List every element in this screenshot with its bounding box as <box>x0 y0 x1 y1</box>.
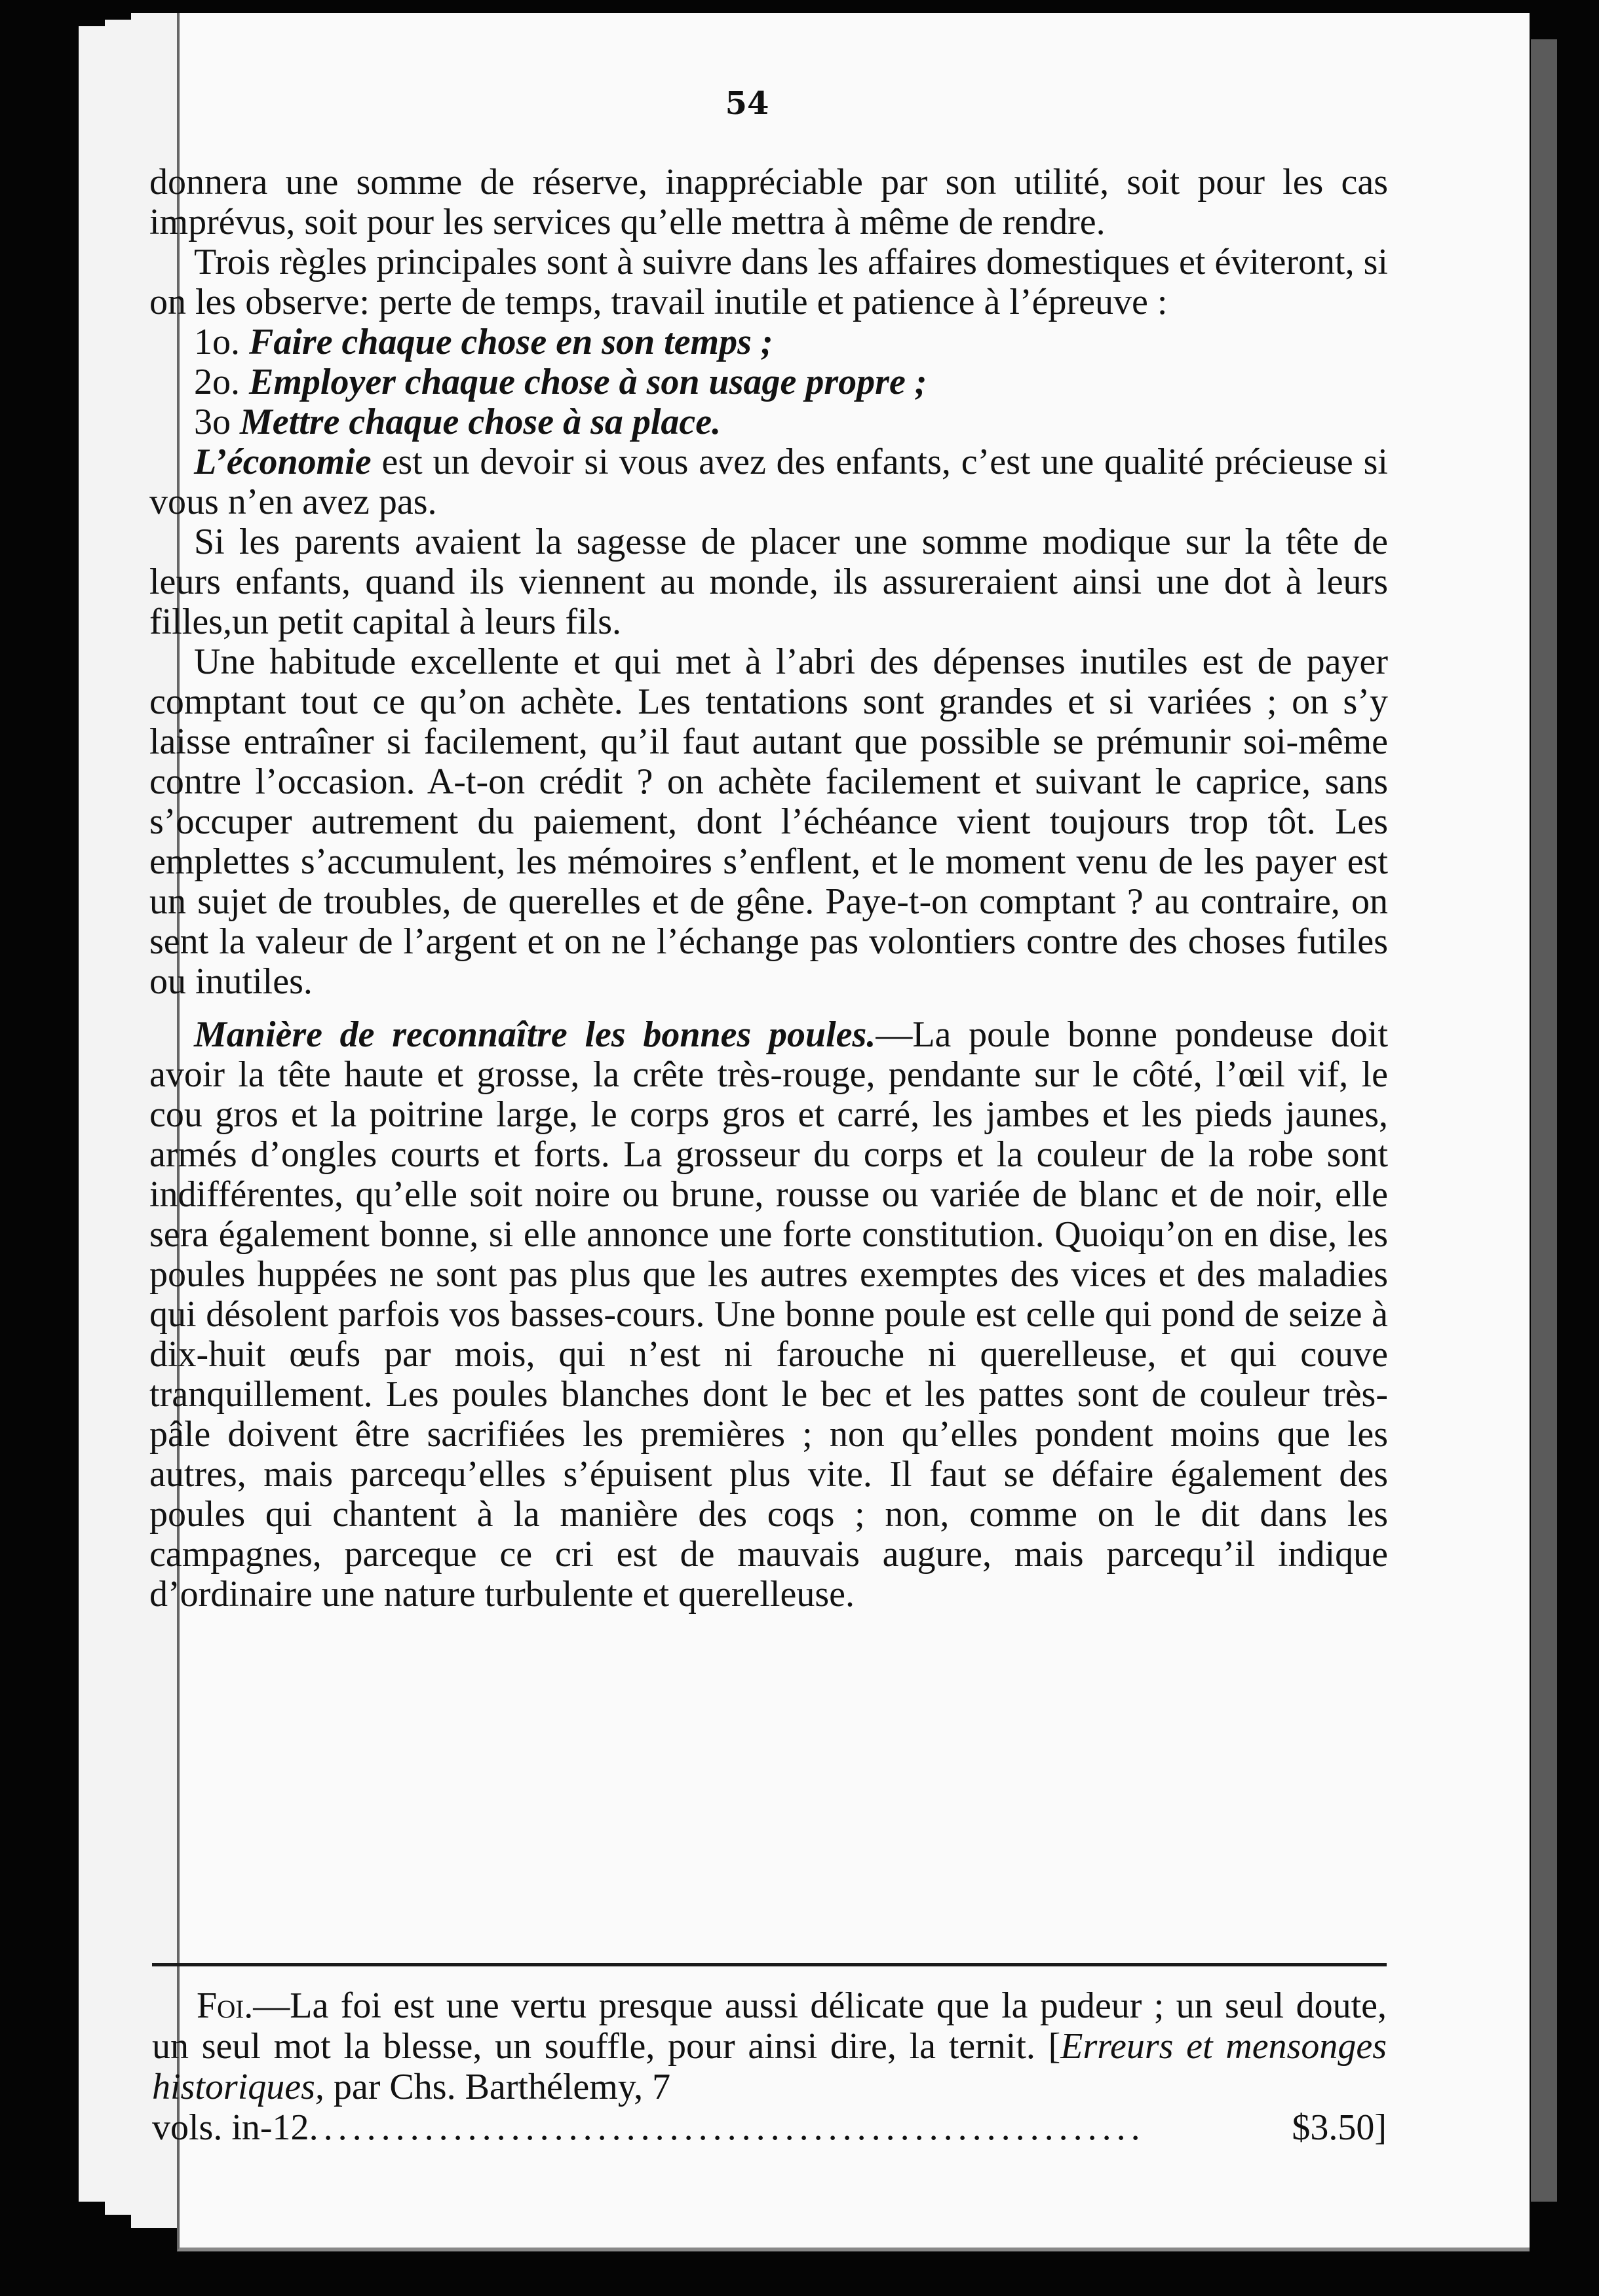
emphasis-term: L’économie <box>194 442 372 482</box>
list-number: 3o <box>194 402 231 442</box>
paragraph-rules: Trois règles principales sont à suivre dans les affaires domestiques et éviteront, si on les observe: perte de temps, travail inutile et patience à l’épreuve : <box>149 242 1388 322</box>
paragraph-text: —La poule bonne pondeuse doit avoir la tête haute et grosse, la crête très-rouge, pendante sur le côté, l’œil vif, le cou gros et la poitrine large, le corps gros et carré, les jambes et les pieds jaunes, armés d’ongles courts et forts. La grosseur du corps et la couleur de la robe sont indifférentes, qu’elle soit noire ou brune, rousse ou variée de blanc et de noir, elle sera également bonne, si elle annonce une forte constitution. Quoiqu’on en dise, les poules huppées ne sont pas plus que les autres exemptes des vices et des maladies qui désolent parfois vos basses-cours. Une bonne poule est celle qui pond de seize à dix-huit œufs par mois, qui n’est ni farouche ni querelleuse, et qui couve tranquillement. Les poules blanches dont le bec et les pattes sont de couleur très-pâle doivent être sacrifiées les premières ; non qu’elles pondent moins que les autres, mais parcequ’elles s’épuisent plus vite. Il faut se défaire également des poules qui chantent à la manière des coqs ; non, comme on le dit dans les campagnes, parceque ce cri est de mauvais augure, mais parcequ’il indique d’ordinaire une nature turbulente et querelleuse. <box>149 1014 1389 1615</box>
footnote-text <box>152 1985 1387 2107</box>
paragraph-poules <box>149 1015 1388 1615</box>
paragraph-parents: Si les parents avaient la sagesse de placer une somme modique sur la tête de leurs enfants, quand ils viennent au monde, ils assureraient ainsi une dot à leurs filles,un petit capital à leurs fils. <box>149 522 1388 642</box>
paragraph-habitude: Une habitude excellente et qui met à l’abri des dépenses inutiles est de payer comptant tout ce qu’on achète. Les tentations sont grandes et si variées ; on s’y laisse entraîner si facilement, qu’il faut autant que possible se prémunir soi-même contre l’occasion. A-t-on crédit ? on achète facilement et suivant le caprice, sans s’occuper autrement du paiement, dont l’échéance vient toujours trop tôt. Les emplettes s’accumulent, les mémoires s’enflent, et le moment venu de les payer est un sujet de troubles, de querelles et de gêne. Paye-t-on comptant ? au contraire, on sent la valeur de l’argent et on ne l’échange pas volontiers contre des choses futiles ou inutiles. <box>149 641 1388 1002</box>
page-number: 54 <box>725 85 769 122</box>
price-line <box>152 2107 1387 2148</box>
footnote-divider <box>152 1963 1387 1966</box>
book-author: par Chs. Barthélemy, 7 <box>324 2067 671 2107</box>
volumes: vols. in-12 <box>152 2107 309 2148</box>
footnote-body: —La foi est une vertu presque aussi délicate que la pudeur ; un seul doute, un seul mot la blesse, un souffle, pour ainsi dire, la ternit. [ <box>152 1985 1387 2067</box>
body-text <box>149 163 1388 1615</box>
footnote <box>152 1985 1387 2148</box>
list-item <box>149 322 1388 362</box>
list-text: Employer chaque chose à son usage propre ; <box>249 362 927 402</box>
paragraph-text: est un devoir si vous avez des enfants, c’est une qualité précieuse si vous n’en avez pas. <box>149 442 1388 522</box>
book-spine <box>1531 39 1557 2202</box>
list-text: Faire chaque chose en son temps ; <box>249 322 773 362</box>
list-item <box>149 402 1388 442</box>
section-heading: Manière de reconnaître les bonnes poules. <box>194 1014 876 1055</box>
list-number: 1o. <box>194 322 240 362</box>
dot-leaders: .......................................................... <box>309 2107 1146 2148</box>
price: $3.50] <box>1292 2107 1387 2148</box>
footnote-lead: Foi. <box>197 1985 254 2026</box>
list-text: Mettre chaque chose à sa place. <box>240 402 722 442</box>
list-item <box>149 362 1388 402</box>
book-title: Erreurs et mensonges historiques, <box>152 2026 1387 2107</box>
paragraph-economie <box>149 442 1388 522</box>
paragraph-continuation: donnera une somme de réserve, inappréciable par son utilité, soit pour les cas imprévus, soit pour les services qu’elle mettra à même de rendre. <box>149 162 1388 242</box>
list-number: 2o. <box>194 362 240 402</box>
